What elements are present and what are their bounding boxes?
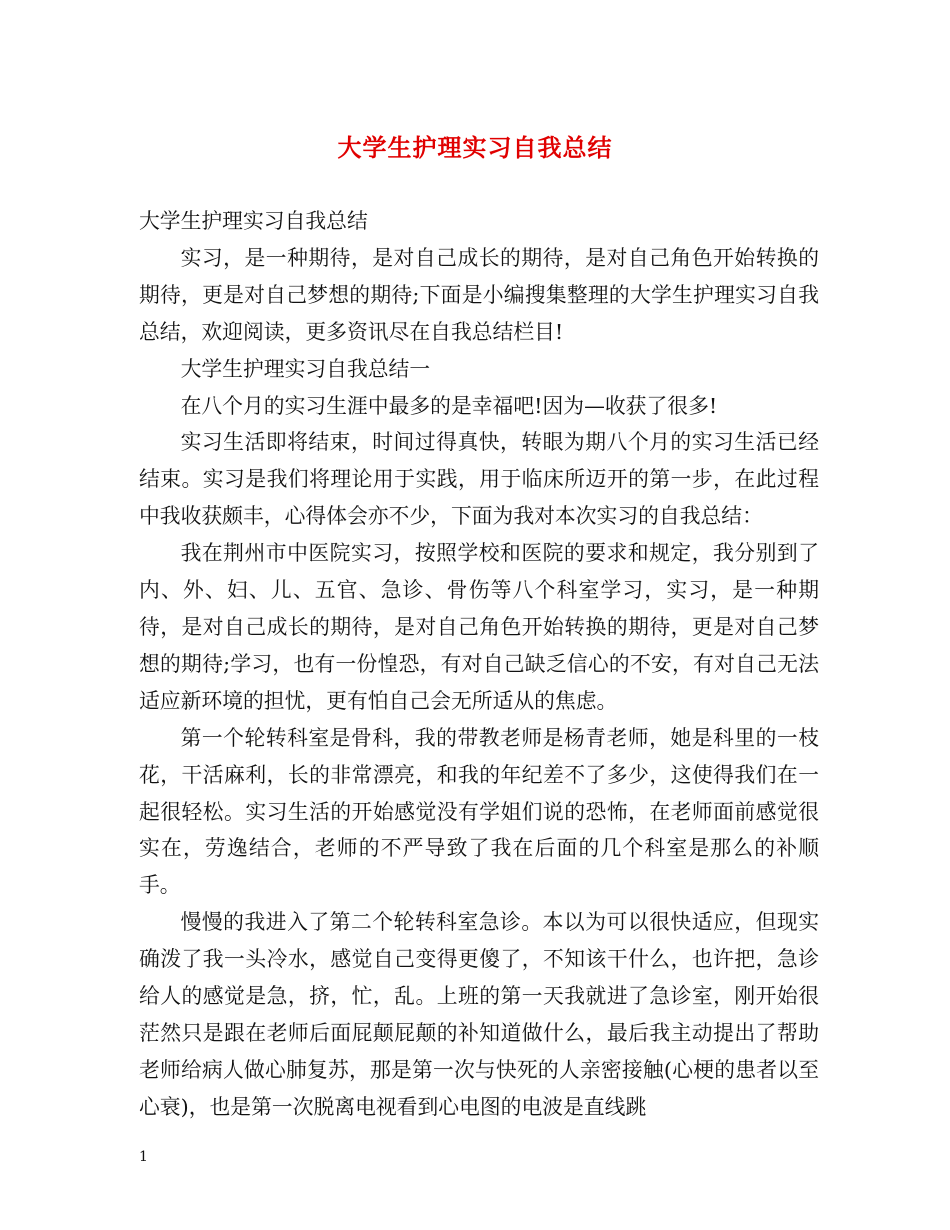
paragraph: 第一个轮转科室是骨科，我的带教老师是杨青老师，她是科里的一枝花，干活麻利，长的非常漂亮，和我的年纪差不了多少，这使得我们在一起很轻松。实习生活的开始感觉没有学姐们说的恐怖，在老师面前感觉很实在，劳逸结合，老师的不严导致了我在后面的几个科室是那么的补顺手。 (139, 725, 819, 898)
paragraph: 我在荆州市中医院实习，按照学校和医院的要求和规定，我分别到了内、外、妇、儿、五官、急诊、骨伤等八个科室学习，实习，是一种期待，是对自己成长的期待，是对自己角色开始转换的期待，更是对自己梦想的期待;学习，也有一份惶恐，有对自己缺乏信心的不安，有对自己无法适应新环境的担忧，更有怕自己会无所适从的焦虑。 (139, 541, 819, 713)
paragraph-heading: 大学生护理实习自我总结 (139, 209, 368, 233)
paragraph-section-heading: 大学生护理实习自我总结一 (180, 356, 431, 381)
document-title: 大学生护理实习自我总结 (337, 133, 613, 162)
paragraph-intro: 实习，是一种期待，是对自己成长的期待，是对自己角色开始转换的期待，更是对自己梦想的期待;下面是小编搜集整理的大学生护理实习自我总结，欢迎阅读，更多资讯尽在自我总结栏目! (139, 245, 819, 344)
page-number: 1 (139, 1149, 148, 1165)
paragraph: 在八个月的实习生涯中最多的是幸福吧!因为—收获了很多! (180, 393, 718, 418)
document-body (139, 203, 819, 1126)
paragraph: 实习生活即将结束，时间过得真快，转眼为期八个月的实习生活已经结束。实习是我们将理论用于实践，用于临床所迈开的第一步，在此过程中我收获颇丰，心得体会亦不少，下面为我对本次实习的自我总结： (139, 430, 819, 529)
paragraph: 慢慢的我进入了第二个轮转科室急诊。本以为可以很快适应，但现实确泼了我一头冷水，感觉自己变得更傻了，不知该干什么，也许把，急诊给人的感觉是急，挤，忙，乱。上班的第一天我就进了急诊室，刚开始很茫然只是跟在老师后面屁颠屁颠的补知道做什么，最后我主动提出了帮助老师给病人做心肺复苏，那是第一次与快死的人亲密接触(心梗的患者以至心衰)，也是第一次脱离电视看到心电图的电波是直线跳 (139, 910, 819, 1119)
